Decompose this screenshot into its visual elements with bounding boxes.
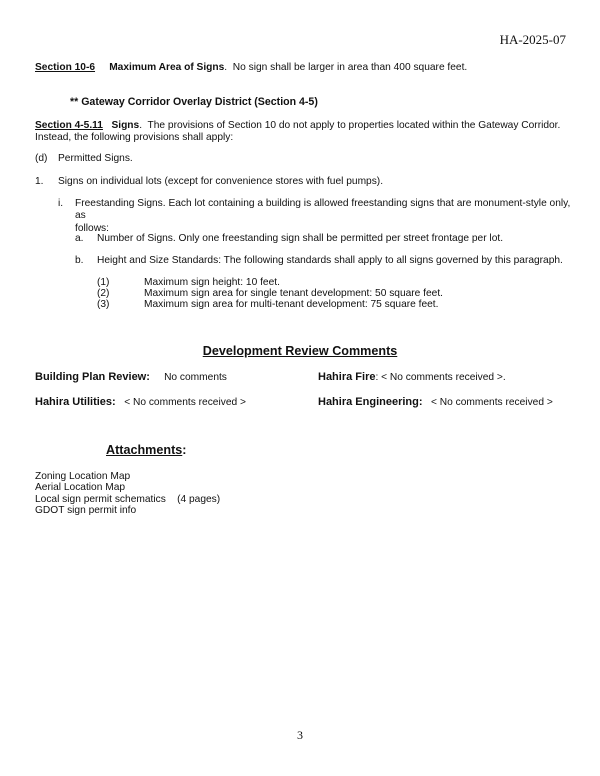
standard-text: Maximum sign area for single tenant development: 50 square feet. bbox=[144, 288, 443, 299]
document-code: HA-2025-07 bbox=[499, 32, 566, 47]
item-1-marker: 1. bbox=[35, 176, 44, 187]
attachment-item: GDOT sign permit info bbox=[35, 505, 137, 517]
item-i-line1: Freestanding Signs. Each lot containing a building is allowed freestanding signs that are monument-style only, as bbox=[75, 198, 571, 222]
attachment-item: Local sign permit schematics (4 pages) bbox=[35, 493, 221, 505]
section-4-5-11-paragraph: Section 4-5.11 Signs. The provisions of Section 10 do not apply to properties located within the Gateway Corridor. Instead, the following provisions shall apply: bbox=[35, 120, 567, 145]
fire-review-value: : < No comments received >. bbox=[375, 372, 506, 383]
standard-text: Maximum sign area for multi-tenant development: 75 square feet. bbox=[144, 299, 439, 310]
section-10-6-paragraph: Section 10-6 Maximum Area of Signs. No sign shall be larger in area than 400 square feet. bbox=[35, 62, 468, 73]
section-10-6-text: No sign shall be larger in area than 400 square feet. bbox=[232, 62, 468, 73]
item-a-marker: a. bbox=[75, 233, 84, 244]
standard-marker: (2) bbox=[97, 288, 110, 299]
item-i-marker: i. bbox=[58, 198, 64, 209]
utilities-review-label: Hahira Utilities: bbox=[35, 396, 116, 408]
section-4-5-11-text-line1: The provisions of Section 10 do not apply to properties located within the Gateway Corridor. bbox=[147, 120, 561, 131]
section-4-5-11-ref: Section 4-5.11 bbox=[35, 120, 103, 131]
review-title: Development Review Comments bbox=[202, 344, 398, 358]
section-10-6-title: Maximum Area of Signs bbox=[109, 62, 225, 73]
permitted-marker: (d) bbox=[35, 153, 48, 164]
attachments-title-colon: : bbox=[182, 443, 187, 457]
item-1-text: Signs on individual lots (except for convenience stores with fuel pumps). bbox=[58, 176, 384, 187]
building-review bbox=[35, 371, 227, 384]
engineering-review bbox=[318, 396, 553, 409]
engineering-review-label: Hahira Engineering: bbox=[318, 396, 423, 408]
permitted-text: Permitted Signs. bbox=[58, 153, 133, 164]
engineering-review-value: < No comments received > bbox=[431, 397, 553, 408]
item-i-text bbox=[75, 198, 575, 235]
attachments-title-text: Attachments bbox=[106, 443, 183, 457]
fire-review bbox=[318, 371, 506, 384]
section-10-6-ref: Section 10-6 bbox=[35, 62, 96, 73]
item-a-text: Number of Signs. Only one freestanding sign shall be permitted per street frontage per lot. bbox=[97, 233, 504, 244]
utilities-review bbox=[35, 396, 246, 409]
attachments-list bbox=[35, 471, 220, 517]
standard-marker: (3) bbox=[97, 299, 110, 310]
utilities-review-value: < No comments received > bbox=[124, 397, 246, 408]
section-4-5-11-text-line2: Instead, the following provisions shall apply: bbox=[35, 132, 234, 144]
item-b-text: Height and Size Standards: The following standards shall apply to all signs governed by this paragraph. bbox=[97, 255, 563, 266]
attachments-title bbox=[106, 444, 186, 456]
item-i-line2: follows: bbox=[75, 222, 109, 234]
fire-review-label: Hahira Fire bbox=[318, 371, 376, 383]
attachment-item: Zoning Location Map bbox=[35, 471, 131, 482]
building-review-value: No comments bbox=[164, 372, 227, 383]
standard-text: Maximum sign height: 10 feet. bbox=[144, 277, 280, 288]
standard-marker: (1) bbox=[97, 277, 110, 288]
page-number: 3 bbox=[297, 728, 303, 742]
attachment-item: Aerial Location Map bbox=[35, 482, 126, 494]
building-review-label: Building Plan Review: bbox=[35, 371, 150, 383]
item-b-marker: b. bbox=[75, 255, 84, 266]
gateway-heading: ** Gateway Corridor Overlay District (Section 4-5) bbox=[70, 96, 318, 108]
section-4-5-11-title: Signs bbox=[111, 120, 140, 131]
